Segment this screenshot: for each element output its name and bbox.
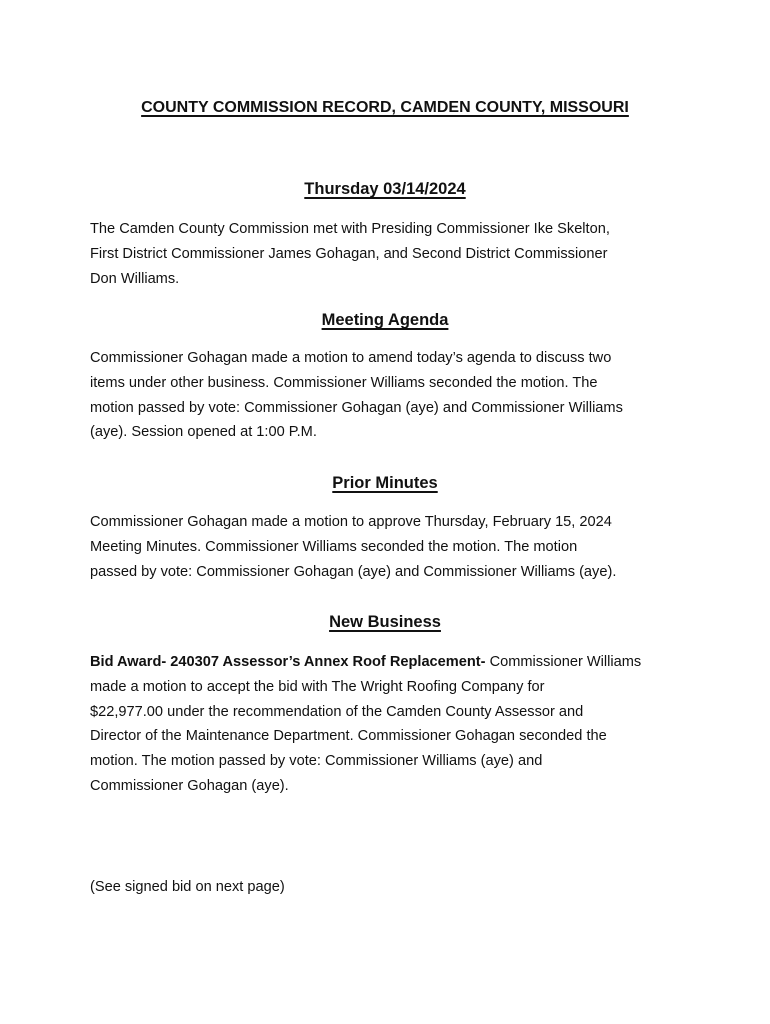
next-page-note: (See signed bid on next page) bbox=[90, 879, 285, 895]
bid-award-label: Bid Award- 240307 Assessor’s Annex Roof Replacement- bbox=[90, 654, 486, 670]
text-line: (aye). Session opened at 1:00 P.M. bbox=[90, 424, 317, 441]
text-line: motion passed by vote: Commissioner Gohagan (aye) and Commissioner Williams bbox=[90, 399, 623, 416]
prior-minutes-paragraph bbox=[90, 510, 690, 584]
text-line: Commissioner Gohagan made a motion to amend today’s agenda to discuss two bbox=[90, 350, 612, 366]
bid-award-paragraph bbox=[90, 650, 690, 799]
text-line: First District Commissioner James Gohagan, and Second District Commissioner bbox=[90, 245, 608, 262]
meeting-agenda-paragraph bbox=[90, 346, 690, 445]
text-line bbox=[90, 650, 690, 675]
meeting-agenda-heading: Meeting Agenda bbox=[321, 311, 449, 329]
text-line: Director of the Maintenance Department. Commissioner Gohagan seconded the bbox=[90, 728, 607, 745]
text-line: made a motion to accept the bid with The Wright Roofing Company for bbox=[90, 678, 545, 695]
attendance-paragraph bbox=[90, 217, 690, 291]
document-title: COUNTY COMMISSION RECORD, CAMDEN COUNTY, MISSOURI bbox=[141, 99, 629, 116]
meeting-date-heading: Thursday 03/14/2024 bbox=[304, 180, 466, 198]
text-line: Commissioner Gohagan (aye). bbox=[90, 777, 289, 794]
text-line: The Camden County Commission met with Presiding Commissioner Ike Skelton, bbox=[90, 221, 610, 237]
text-line: $22,977.00 under the recommendation of the Camden County Assessor and bbox=[90, 703, 584, 720]
text-line: items under other business. Commissioner Williams seconded the motion. The bbox=[90, 374, 598, 391]
text-line: motion. The motion passed by vote: Commissioner Williams (aye) and bbox=[90, 753, 543, 770]
text-line: Meeting Minutes. Commissioner Williams seconded the motion. The motion bbox=[90, 538, 578, 555]
bid-award-text: Commissioner Williams bbox=[485, 654, 642, 670]
text-line: Don Williams. bbox=[90, 270, 180, 287]
new-business-heading: New Business bbox=[329, 613, 441, 631]
prior-minutes-heading: Prior Minutes bbox=[332, 474, 438, 492]
text-line: passed by vote: Commissioner Gohagan (aye) and Commissioner Williams (aye). bbox=[90, 563, 617, 580]
text-line: Commissioner Gohagan made a motion to approve Thursday, February 15, 2024 bbox=[90, 514, 612, 530]
